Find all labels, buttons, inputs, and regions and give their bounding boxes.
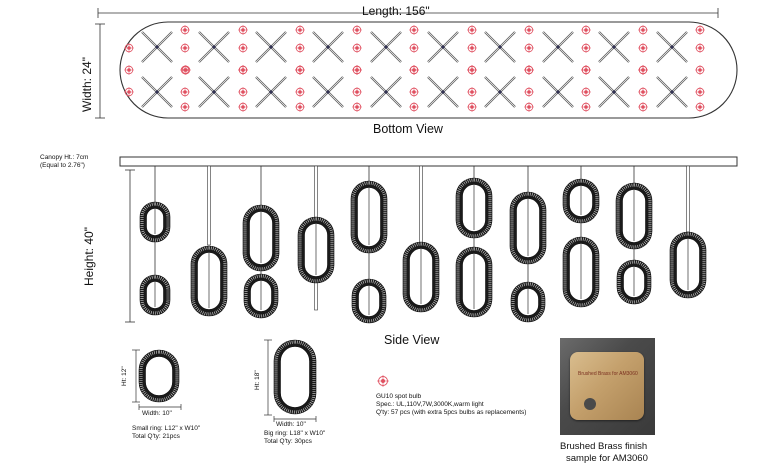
finish-caption-line1: Brushed Brass finish bbox=[560, 441, 648, 452]
width-label: Width: 24" bbox=[80, 57, 94, 112]
big-ring-spec: Big ring: L18" x W10" bbox=[264, 430, 326, 437]
side-view-pendants bbox=[140, 166, 706, 323]
big-ring-qty: Total Q'ty: 30pcs bbox=[264, 438, 312, 445]
ring-details bbox=[139, 340, 316, 414]
finish-sample-photo bbox=[560, 338, 655, 435]
small-ring-height-label: Ht: 12" bbox=[121, 366, 128, 386]
bulb-spec: Spec.: UL,110V,7W,3000K,warm light bbox=[376, 401, 484, 408]
small-ring-spec: Small ring: L12" x W10" bbox=[132, 425, 201, 432]
length-label: Length: 156" bbox=[362, 4, 430, 18]
plate-hole bbox=[584, 398, 596, 410]
height-dimension bbox=[125, 170, 135, 322]
rod bbox=[208, 166, 211, 245]
big-ring-detail bbox=[274, 340, 316, 414]
small-ring-qty: Total Q'ty: 21pcs bbox=[132, 433, 180, 440]
canopy-height-equivalent: (Equal to 2.76") bbox=[40, 162, 85, 169]
width-dimension bbox=[95, 24, 105, 118]
small-ring-width-label: Width: 10" bbox=[142, 410, 172, 417]
finish-caption-line2: sample for AM3060 bbox=[566, 453, 648, 464]
small-ring-detail bbox=[139, 350, 179, 402]
side-view-title: Side View bbox=[384, 333, 440, 347]
height-label: Height: 40" bbox=[82, 227, 96, 286]
big-ring-height-label: Ht: 18" bbox=[254, 370, 261, 390]
bulb-name: GU10 spot bulb bbox=[376, 393, 422, 400]
bulb-qty: Q'ty: 57 pcs (with extra 5pcs bulbs as replacements) bbox=[376, 409, 527, 416]
bulb-legend-icon bbox=[377, 375, 389, 387]
big-ring-width-label: Width: 10" bbox=[276, 421, 306, 428]
canopy-bar bbox=[120, 157, 737, 166]
rod bbox=[420, 166, 423, 245]
brass-plate-text: Brushed Brass for AM3060 bbox=[578, 371, 638, 377]
bottom-view-title: Bottom View bbox=[373, 122, 443, 136]
brass-plate bbox=[570, 352, 644, 420]
canopy-height-label: Canopy Ht.: 7cm bbox=[40, 154, 89, 161]
rod bbox=[687, 166, 690, 232]
